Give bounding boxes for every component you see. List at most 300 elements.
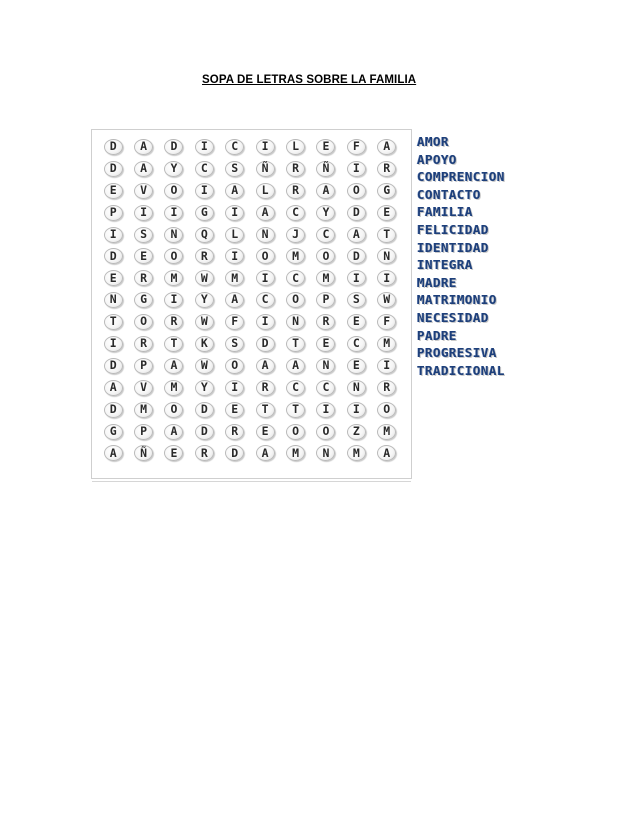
grid-cell[interactable] [220, 136, 250, 158]
grid-cell[interactable] [250, 245, 280, 267]
grid-cell[interactable] [189, 245, 219, 267]
grid-letter: A [104, 445, 123, 461]
grid-letter: F [225, 314, 244, 330]
grid-cell[interactable] [189, 158, 219, 180]
grid-cell[interactable] [280, 333, 310, 355]
grid-cell[interactable] [98, 442, 128, 464]
grid-cell[interactable] [220, 180, 250, 202]
grid-cell[interactable] [341, 136, 371, 158]
grid-cell[interactable] [128, 158, 158, 180]
grid-cell[interactable] [128, 180, 158, 202]
grid-letter: R [195, 248, 214, 264]
grid-cell[interactable] [189, 224, 219, 246]
grid-cell[interactable] [98, 245, 128, 267]
grid-letter: R [134, 336, 153, 352]
grid-cell[interactable] [341, 421, 371, 443]
grid-cell[interactable] [220, 377, 250, 399]
grid-letter: I [347, 161, 366, 177]
grid-cell[interactable] [189, 311, 219, 333]
grid-letter: G [104, 424, 123, 440]
grid-letter: C [256, 292, 275, 308]
grid-cell[interactable] [159, 333, 189, 355]
grid-letter: I [195, 139, 214, 155]
grid-cell[interactable] [128, 442, 158, 464]
grid-letter: T [286, 336, 305, 352]
grid-letter: Q [195, 227, 214, 243]
grid-letter: E [347, 358, 366, 374]
grid-cell[interactable] [341, 311, 371, 333]
grid-letter: A [225, 183, 244, 199]
grid-cell[interactable] [220, 158, 250, 180]
grid-cell[interactable] [98, 158, 128, 180]
grid-cell[interactable] [159, 136, 189, 158]
grid-letter: D [347, 205, 366, 221]
grid-letter: N [164, 227, 183, 243]
grid-cell[interactable] [372, 289, 402, 311]
grid-letter: G [134, 292, 153, 308]
grid-cell[interactable] [98, 224, 128, 246]
grid-cell[interactable] [311, 289, 341, 311]
grid-cell[interactable] [250, 158, 280, 180]
grid-cell[interactable] [189, 289, 219, 311]
grid-cell[interactable] [220, 267, 250, 289]
grid-letter: P [134, 358, 153, 374]
grid-cell[interactable] [250, 442, 280, 464]
grid-cell[interactable] [311, 158, 341, 180]
grid-cell[interactable] [341, 333, 371, 355]
grid-cell[interactable] [98, 377, 128, 399]
grid-letter: M [377, 336, 396, 352]
grid-cell[interactable] [341, 399, 371, 421]
grid-cell[interactable] [159, 421, 189, 443]
grid-cell[interactable] [189, 333, 219, 355]
grid-letter: E [377, 205, 396, 221]
grid-letter: S [347, 292, 366, 308]
grid-cell[interactable] [280, 202, 310, 224]
word-list-item: APOYO [417, 151, 457, 167]
word-list-item: FAMILIA [417, 204, 473, 220]
grid-letter: Y [164, 161, 183, 177]
grid-letter: I [195, 183, 214, 199]
grid-letter: Y [195, 380, 214, 396]
grid-letter: A [256, 445, 275, 461]
grid-cell[interactable] [311, 311, 341, 333]
grid-cell[interactable] [250, 267, 280, 289]
grid-cell[interactable] [372, 224, 402, 246]
word-list-item: IDENTIDAD [417, 239, 489, 255]
grid-cell[interactable] [250, 333, 280, 355]
grid-cell[interactable] [311, 399, 341, 421]
grid-letter: T [286, 402, 305, 418]
grid-cell[interactable] [98, 289, 128, 311]
grid-cell[interactable] [220, 224, 250, 246]
word-list-item: MADRE [417, 274, 457, 290]
grid-cell[interactable] [280, 158, 310, 180]
grid-letter: R [377, 161, 396, 177]
grid-cell[interactable] [341, 289, 371, 311]
grid-cell[interactable] [341, 245, 371, 267]
grid-cell[interactable] [159, 399, 189, 421]
grid-letter: R [195, 445, 214, 461]
grid-letter: O [164, 183, 183, 199]
grid-cell[interactable] [372, 377, 402, 399]
word-list-item: COMPRENCION [417, 169, 505, 185]
grid-cell[interactable] [189, 267, 219, 289]
grid-letter: C [225, 139, 244, 155]
grid-cell[interactable] [189, 442, 219, 464]
grid-letter: I [347, 270, 366, 286]
grid-letter: E [225, 402, 244, 418]
grid-letter: C [195, 161, 214, 177]
grid-cell[interactable] [372, 136, 402, 158]
grid-cell[interactable] [341, 442, 371, 464]
grid-letter: O [347, 183, 366, 199]
grid-cell[interactable] [98, 136, 128, 158]
grid-letter: D [104, 248, 123, 264]
grid-cell[interactable] [220, 245, 250, 267]
grid-cell[interactable] [250, 224, 280, 246]
grid-cell[interactable] [159, 202, 189, 224]
grid-letter: F [377, 314, 396, 330]
grid-cell[interactable] [128, 377, 158, 399]
grid-cell[interactable] [128, 311, 158, 333]
grid-letter: W [195, 314, 214, 330]
grid-letter: A [134, 139, 153, 155]
grid-letter: P [134, 424, 153, 440]
grid-letter: O [316, 424, 335, 440]
grid-cell[interactable] [311, 333, 341, 355]
grid-cell[interactable] [372, 180, 402, 202]
grid-cell[interactable] [250, 289, 280, 311]
grid-letter: I [256, 139, 275, 155]
grid-cell[interactable] [341, 224, 371, 246]
grid-cell[interactable] [159, 224, 189, 246]
grid-letter: R [316, 314, 335, 330]
grid-letter: I [377, 358, 396, 374]
grid-letter: A [377, 139, 396, 155]
grid-letter: A [225, 292, 244, 308]
grid-letter: E [316, 139, 335, 155]
grid-cell[interactable] [372, 355, 402, 377]
word-list-item: PROGRESIVA [417, 345, 497, 361]
grid-cell[interactable] [189, 399, 219, 421]
grid-letter: R [164, 314, 183, 330]
grid-letter: O [164, 248, 183, 264]
grid-letter: O [286, 292, 305, 308]
grid-letter: I [134, 205, 153, 221]
grid-cell[interactable] [372, 421, 402, 443]
grid-cell[interactable] [98, 180, 128, 202]
grid-letter: N [286, 314, 305, 330]
grid-cell[interactable] [128, 421, 158, 443]
grid-letter: T [164, 336, 183, 352]
grid-cell[interactable] [341, 355, 371, 377]
grid-cell[interactable] [311, 421, 341, 443]
grid-letter: N [347, 380, 366, 396]
grid-letter: R [377, 380, 396, 396]
grid-cell[interactable] [159, 245, 189, 267]
grid-letter: G [377, 183, 396, 199]
grid-cell[interactable] [128, 245, 158, 267]
grid-cell[interactable] [128, 136, 158, 158]
grid-letter: I [256, 270, 275, 286]
grid-letter: C [316, 380, 335, 396]
grid-letter: O [377, 402, 396, 418]
grid-cell[interactable] [372, 202, 402, 224]
grid-letter: M [164, 380, 183, 396]
grid-letter: M [286, 248, 305, 264]
grid-letter: S [225, 336, 244, 352]
letter-grid [98, 136, 402, 464]
grid-letter: O [256, 248, 275, 264]
grid-letter: I [347, 402, 366, 418]
grid-letter: K [195, 336, 214, 352]
grid-letter: I [104, 336, 123, 352]
grid-cell[interactable] [311, 355, 341, 377]
grid-cell[interactable] [159, 355, 189, 377]
grid-cell[interactable] [159, 158, 189, 180]
grid-cell[interactable] [159, 289, 189, 311]
grid-cell[interactable] [98, 267, 128, 289]
grid-letter: E [104, 270, 123, 286]
grid-cell[interactable] [341, 158, 371, 180]
grid-letter: T [104, 314, 123, 330]
grid-letter: W [195, 270, 214, 286]
grid-cell[interactable] [280, 399, 310, 421]
grid-cell[interactable] [250, 202, 280, 224]
grid-letter: C [316, 227, 335, 243]
grid-letter: A [104, 380, 123, 396]
grid-letter: F [347, 139, 366, 155]
grid-cell[interactable] [250, 421, 280, 443]
grid-letter: R [225, 424, 244, 440]
grid-cell[interactable] [220, 202, 250, 224]
grid-letter: S [225, 161, 244, 177]
grid-letter: D [104, 402, 123, 418]
grid-letter: E [316, 336, 335, 352]
word-list-item: NECESIDAD [417, 309, 489, 325]
grid-letter: A [164, 424, 183, 440]
grid-letter: A [134, 161, 153, 177]
grid-letter: P [104, 205, 123, 221]
grid-letter: Y [316, 205, 335, 221]
grid-letter: L [286, 139, 305, 155]
word-search-puzzle [91, 129, 412, 479]
grid-letter: T [256, 402, 275, 418]
grid-cell[interactable] [220, 311, 250, 333]
grid-letter: N [316, 445, 335, 461]
grid-cell[interactable] [341, 180, 371, 202]
grid-cell[interactable] [189, 377, 219, 399]
grid-letter: I [316, 402, 335, 418]
grid-cell[interactable] [311, 245, 341, 267]
grid-letter: C [286, 205, 305, 221]
divider [92, 481, 411, 482]
grid-cell[interactable] [220, 333, 250, 355]
grid-cell[interactable] [250, 355, 280, 377]
grid-letter: R [134, 270, 153, 286]
grid-cell[interactable] [189, 136, 219, 158]
grid-cell[interactable] [280, 136, 310, 158]
grid-cell[interactable] [280, 180, 310, 202]
word-list-item: INTEGRA [417, 257, 473, 273]
grid-cell[interactable] [280, 311, 310, 333]
grid-letter: D [256, 336, 275, 352]
grid-letter: I [377, 270, 396, 286]
grid-cell[interactable] [311, 442, 341, 464]
grid-letter: E [164, 445, 183, 461]
grid-cell[interactable] [311, 224, 341, 246]
word-list-item: CONTACTO [417, 186, 481, 202]
grid-cell[interactable] [98, 333, 128, 355]
grid-letter: O [316, 248, 335, 264]
grid-cell[interactable] [159, 180, 189, 202]
grid-cell[interactable] [250, 311, 280, 333]
grid-cell[interactable] [341, 267, 371, 289]
grid-letter: J [286, 227, 305, 243]
grid-cell[interactable] [311, 267, 341, 289]
grid-cell[interactable] [128, 289, 158, 311]
grid-letter: M [286, 445, 305, 461]
grid-cell[interactable] [128, 399, 158, 421]
grid-letter: D [195, 402, 214, 418]
grid-letter: N [316, 358, 335, 374]
grid-cell[interactable] [128, 355, 158, 377]
grid-cell[interactable] [128, 224, 158, 246]
page-title: SOPA DE LETRAS SOBRE LA FAMILIA [202, 74, 417, 86]
grid-cell[interactable] [372, 311, 402, 333]
grid-letter: I [225, 248, 244, 264]
grid-cell[interactable] [311, 180, 341, 202]
grid-letter: N [377, 248, 396, 264]
grid-cell[interactable] [159, 311, 189, 333]
grid-cell[interactable] [220, 442, 250, 464]
grid-cell[interactable] [250, 377, 280, 399]
grid-letter: V [134, 380, 153, 396]
grid-letter: D [195, 424, 214, 440]
grid-letter: L [225, 227, 244, 243]
grid-letter: L [256, 183, 275, 199]
grid-cell[interactable] [372, 267, 402, 289]
grid-cell[interactable] [159, 442, 189, 464]
grid-letter: M [225, 270, 244, 286]
grid-letter: O [286, 424, 305, 440]
grid-cell[interactable] [220, 421, 250, 443]
grid-letter: O [225, 358, 244, 374]
grid-cell[interactable] [159, 267, 189, 289]
grid-letter: C [286, 380, 305, 396]
grid-cell[interactable] [280, 442, 310, 464]
grid-cell[interactable] [311, 202, 341, 224]
grid-letter: I [104, 227, 123, 243]
grid-letter: E [134, 248, 153, 264]
grid-cell[interactable] [311, 136, 341, 158]
grid-cell[interactable] [280, 421, 310, 443]
grid-cell[interactable] [280, 355, 310, 377]
grid-letter: D [104, 161, 123, 177]
grid-letter: T [377, 227, 396, 243]
grid-letter: Y [195, 292, 214, 308]
word-list-item: PADRE [417, 327, 457, 343]
grid-letter: E [104, 183, 123, 199]
grid-letter: M [347, 445, 366, 461]
grid-cell[interactable] [280, 224, 310, 246]
grid-letter: R [256, 380, 275, 396]
grid-cell[interactable] [280, 377, 310, 399]
grid-cell[interactable] [159, 377, 189, 399]
grid-cell[interactable] [98, 399, 128, 421]
grid-cell[interactable] [189, 355, 219, 377]
grid-letter: Ñ [256, 161, 275, 177]
word-list-item: TRADICIONAL [417, 362, 505, 378]
grid-letter: D [104, 139, 123, 155]
grid-letter: I [225, 380, 244, 396]
grid-cell[interactable] [372, 442, 402, 464]
grid-letter: V [134, 183, 153, 199]
grid-letter: I [225, 205, 244, 221]
grid-cell[interactable] [372, 399, 402, 421]
grid-letter: P [316, 292, 335, 308]
grid-cell[interactable] [98, 355, 128, 377]
grid-cell[interactable] [98, 311, 128, 333]
grid-letter: A [256, 205, 275, 221]
grid-cell[interactable] [372, 158, 402, 180]
grid-letter: W [195, 358, 214, 374]
grid-cell[interactable] [98, 421, 128, 443]
grid-letter: Z [347, 424, 366, 440]
grid-cell[interactable] [128, 267, 158, 289]
grid-letter: R [286, 161, 305, 177]
grid-letter: A [256, 358, 275, 374]
grid-cell[interactable] [341, 202, 371, 224]
grid-letter: O [164, 402, 183, 418]
grid-cell[interactable] [280, 267, 310, 289]
grid-cell[interactable] [128, 333, 158, 355]
grid-letter: I [256, 314, 275, 330]
grid-cell[interactable] [189, 202, 219, 224]
grid-cell[interactable] [280, 245, 310, 267]
grid-cell[interactable] [250, 399, 280, 421]
grid-letter: A [347, 227, 366, 243]
word-list-item: FELICIDAD [417, 221, 489, 237]
grid-letter: A [164, 358, 183, 374]
grid-cell[interactable] [372, 245, 402, 267]
grid-cell[interactable] [372, 333, 402, 355]
grid-letter: I [164, 292, 183, 308]
grid-cell[interactable] [250, 180, 280, 202]
grid-letter: Ñ [134, 445, 153, 461]
grid-cell[interactable] [128, 202, 158, 224]
grid-letter: M [164, 270, 183, 286]
grid-cell[interactable] [189, 421, 219, 443]
grid-cell[interactable] [220, 289, 250, 311]
grid-cell[interactable] [250, 136, 280, 158]
grid-letter: A [316, 183, 335, 199]
grid-letter: D [104, 358, 123, 374]
grid-letter: M [316, 270, 335, 286]
grid-cell[interactable] [189, 180, 219, 202]
grid-cell[interactable] [220, 355, 250, 377]
grid-cell[interactable] [311, 377, 341, 399]
grid-cell[interactable] [98, 202, 128, 224]
grid-letter: M [377, 424, 396, 440]
grid-letter: G [195, 205, 214, 221]
grid-letter: N [104, 292, 123, 308]
grid-cell[interactable] [220, 399, 250, 421]
grid-cell[interactable] [280, 289, 310, 311]
grid-cell[interactable] [341, 377, 371, 399]
grid-letter: A [377, 445, 396, 461]
